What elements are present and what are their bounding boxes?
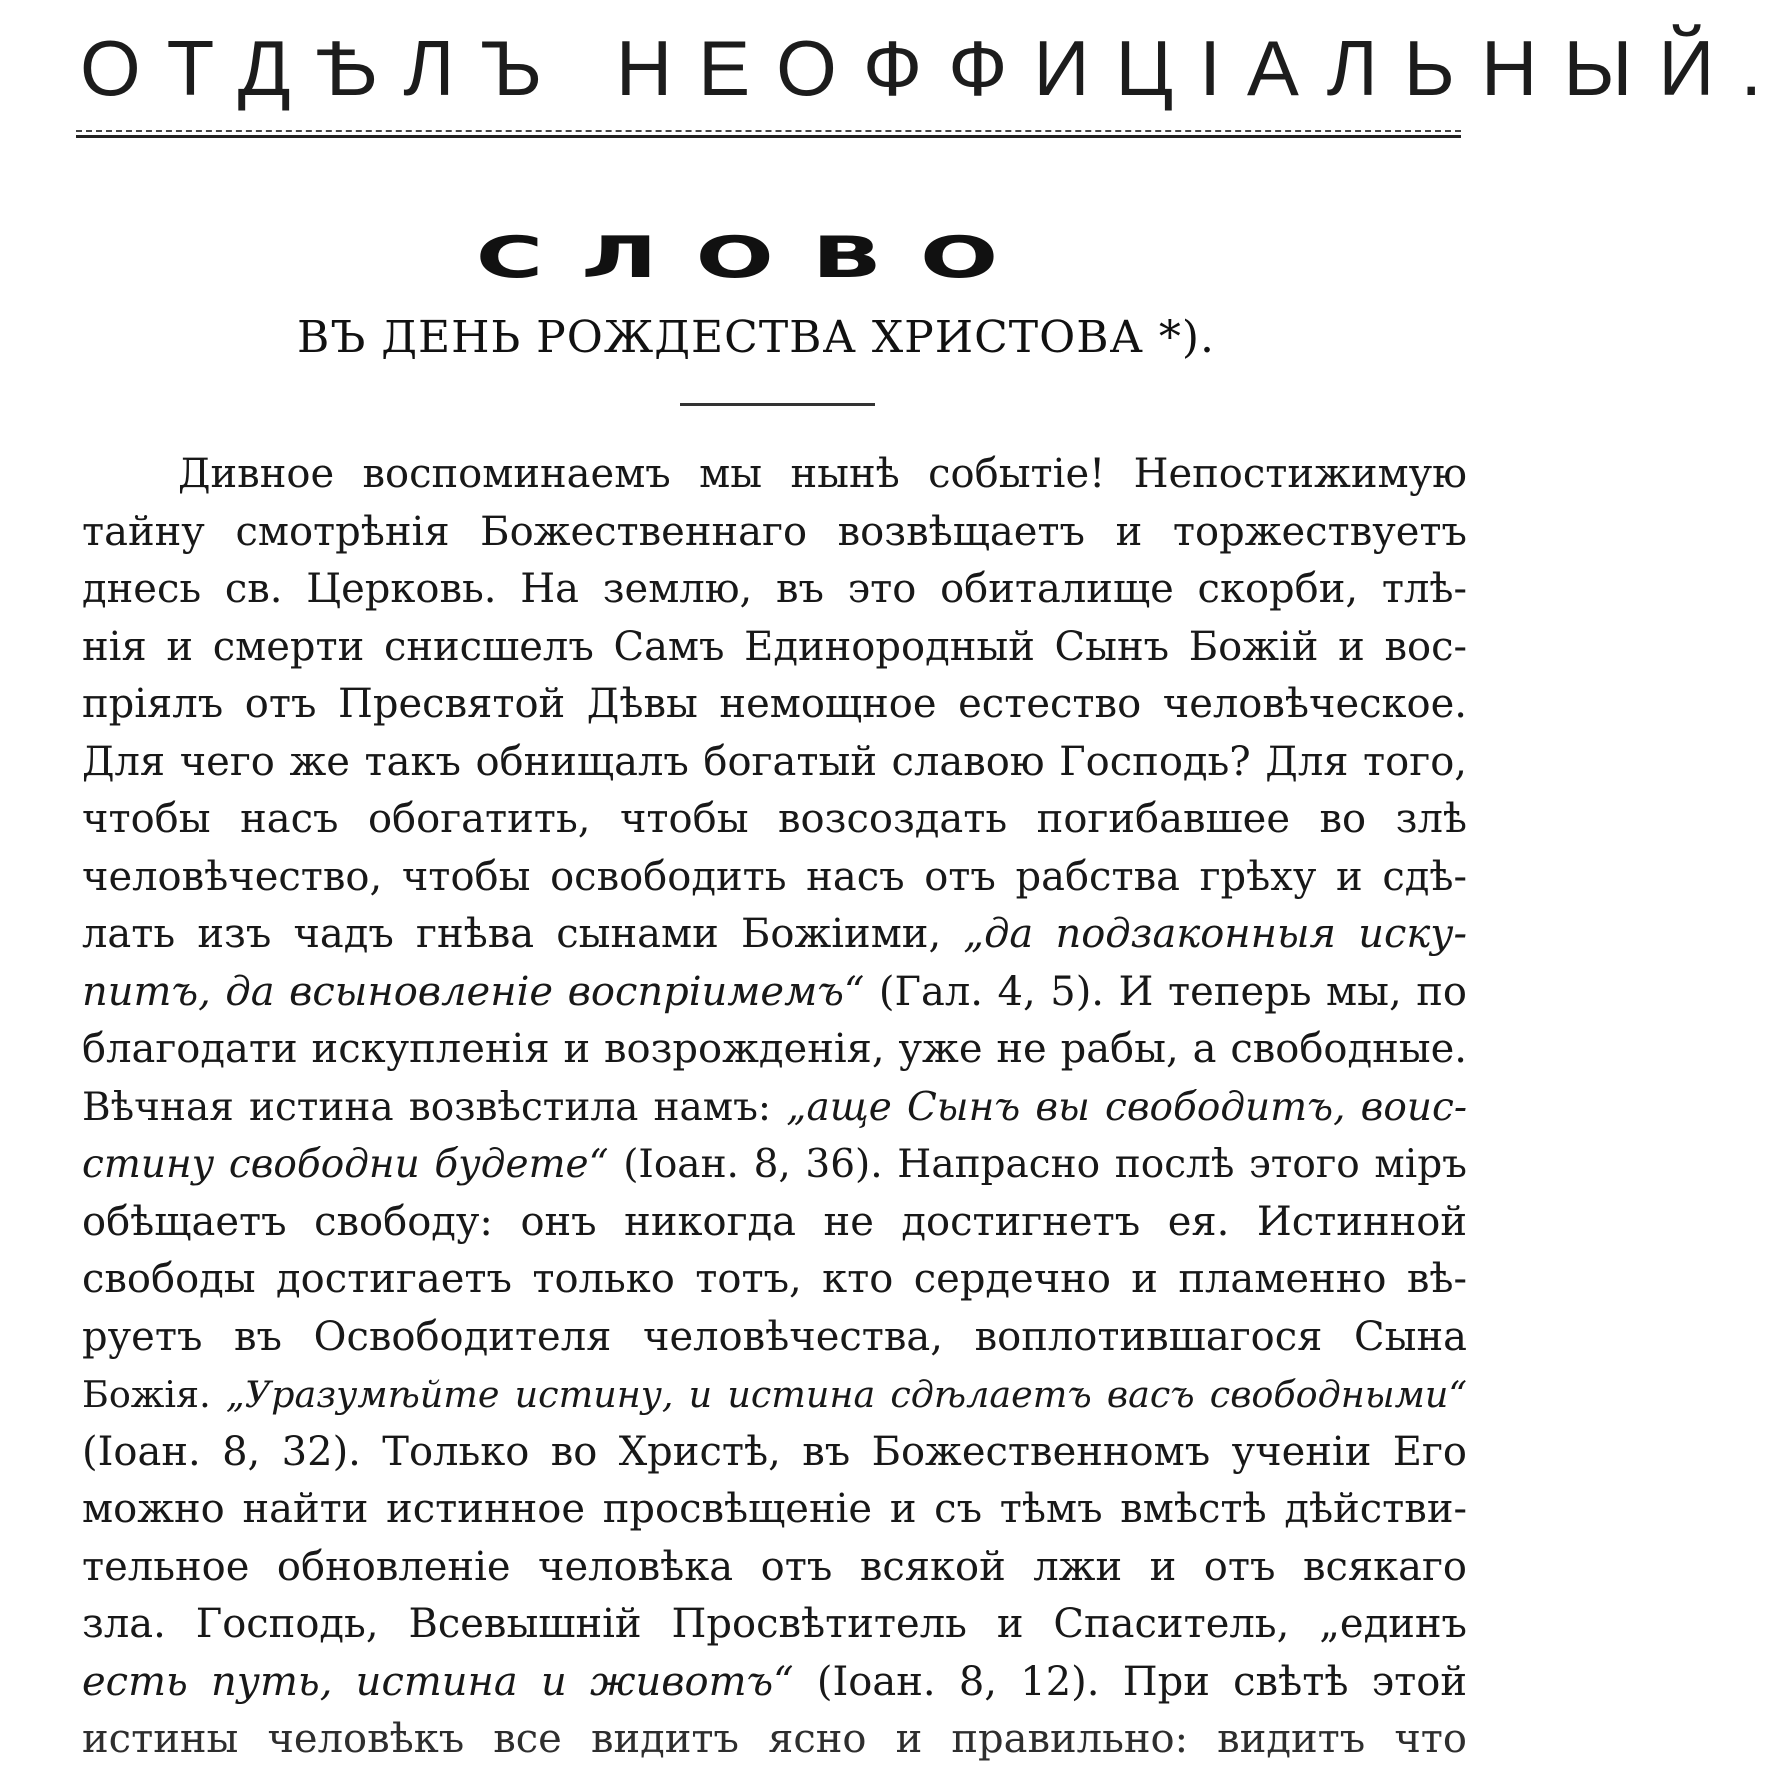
body-line — [82, 1481, 1467, 1539]
body-text-run: благодати искупленія и возрожденія, уже не рабы, а свободные. — [82, 1026, 1467, 1072]
body-line — [82, 1654, 1467, 1712]
body-line — [82, 504, 1467, 562]
body-line — [82, 791, 1467, 849]
body-text-run: днесь св. Церковь. На землю, въ это обиталище скорби, тлѣ- — [82, 566, 1467, 612]
body-line — [82, 964, 1467, 1022]
body-line — [82, 1596, 1467, 1654]
body-line — [82, 1711, 1467, 1762]
body-line — [82, 1136, 1467, 1194]
sermon-subtitle: ВЪ ДЕНЬ РОЖДЕСТВА ХРИСТОВА *). — [296, 312, 1215, 363]
body-line — [82, 1079, 1467, 1137]
body-text-run: нія и смерти снисшелъ Самъ Единородный Сынъ Божій и вос- — [82, 623, 1467, 670]
scripture-quote: „Уразумѣйте истину, и истина сдѣлаетъ васъ свободными“ — [225, 1373, 1467, 1416]
body-text-run: человѣчество, чтобы освободить насъ отъ рабства грѣху и сдѣ- — [82, 853, 1467, 900]
scripture-quote: „аще Сынъ вы свободитъ, воис- — [786, 1084, 1467, 1130]
title-divider — [680, 403, 875, 406]
body-line — [82, 906, 1467, 964]
body-text-run: Вѣчная истина возвѣстила намъ: — [82, 1084, 787, 1130]
body-line — [82, 446, 1467, 504]
body-line — [82, 676, 1467, 734]
body-line — [82, 1194, 1467, 1252]
body-text-run: тельное обновленіе человѣка отъ всякой лжи и отъ всякаго — [82, 1543, 1467, 1590]
header-rule — [76, 130, 1461, 140]
body-line — [82, 619, 1467, 677]
body-text-run: Дивное воспоминаемъ мы нынѣ событіе! Непостижимую — [178, 451, 1467, 497]
body-text-run: чтобы насъ обогатить, чтобы возсоздать погибавшее во злѣ — [82, 796, 1467, 842]
header-rule-solid — [76, 135, 1461, 138]
body-text-run: пріялъ отъ Пресвятой Дѣвы немощное естество человѣческое. — [82, 681, 1467, 727]
body-text-run: истины человѣкъ все видитъ ясно и правильно: видитъ что — [82, 1716, 1467, 1762]
body-line — [82, 849, 1467, 907]
body-line — [82, 561, 1467, 619]
body-text-run: Божія. — [82, 1373, 226, 1416]
body-text-run: (Іоан. 8, 36). Напрасно послѣ этого міръ — [608, 1142, 1467, 1187]
body-text-run: (Гал. 4, 5). И теперь мы, по — [864, 968, 1467, 1015]
body-line — [82, 1021, 1467, 1079]
sermon-body — [82, 446, 1467, 1762]
body-text-run: лать изъ чадъ гнѣва сынами Божіими, — [82, 911, 964, 957]
body-line — [82, 1424, 1467, 1482]
header-rule-dashed — [76, 130, 1461, 132]
body-line — [82, 1366, 1467, 1424]
body-line — [82, 1251, 1467, 1309]
body-text-run: (Іоан. 8, 32). Только во Христѣ, въ Божественномъ ученіи Его — [82, 1428, 1467, 1475]
body-line — [82, 1539, 1467, 1597]
scripture-quote: питъ, да всыновленіе воспріимемъ“ — [82, 968, 865, 1015]
body-text-run: (Іоан. 8, 12). При свѣтѣ этой — [793, 1658, 1467, 1705]
body-text-run: тайну смотрѣнія Божественнаго возвѣщаетъ и торжествуетъ — [82, 508, 1467, 555]
section-header: ОТДѢЛЪ НЕОФФИЦІАЛЬНЫЙ. — [80, 24, 1788, 112]
body-text-run: обѣщаетъ свободу: онъ никогда не достигнетъ ея. Истинной — [82, 1198, 1467, 1245]
body-line — [82, 734, 1467, 792]
sermon-title: СЛОВО — [475, 224, 1037, 291]
scripture-quote: стину свободни будете“ — [82, 1142, 609, 1187]
body-text-run: зла. Господь, Всевышній Просвѣтитель и Спаситель, „единъ — [82, 1601, 1467, 1647]
body-text-run: руетъ въ Освободителя человѣчества, воплотившагося Сына — [82, 1313, 1467, 1360]
body-line — [82, 1309, 1467, 1367]
scripture-quote: есть путь, истина и животъ“ — [82, 1658, 794, 1705]
scripture-quote: „да подзаконныя иску- — [963, 911, 1467, 957]
body-text-run: Для чего же такъ обнищалъ богатый славою Господь? Для того, — [82, 738, 1467, 785]
body-text-run: можно найти истинное просвѣщеніе и съ тѣмъ вмѣстѣ дѣйстви- — [82, 1486, 1467, 1532]
body-text-run: свободы достигаетъ только тотъ, кто сердечно и пламенно вѣ- — [82, 1256, 1467, 1302]
